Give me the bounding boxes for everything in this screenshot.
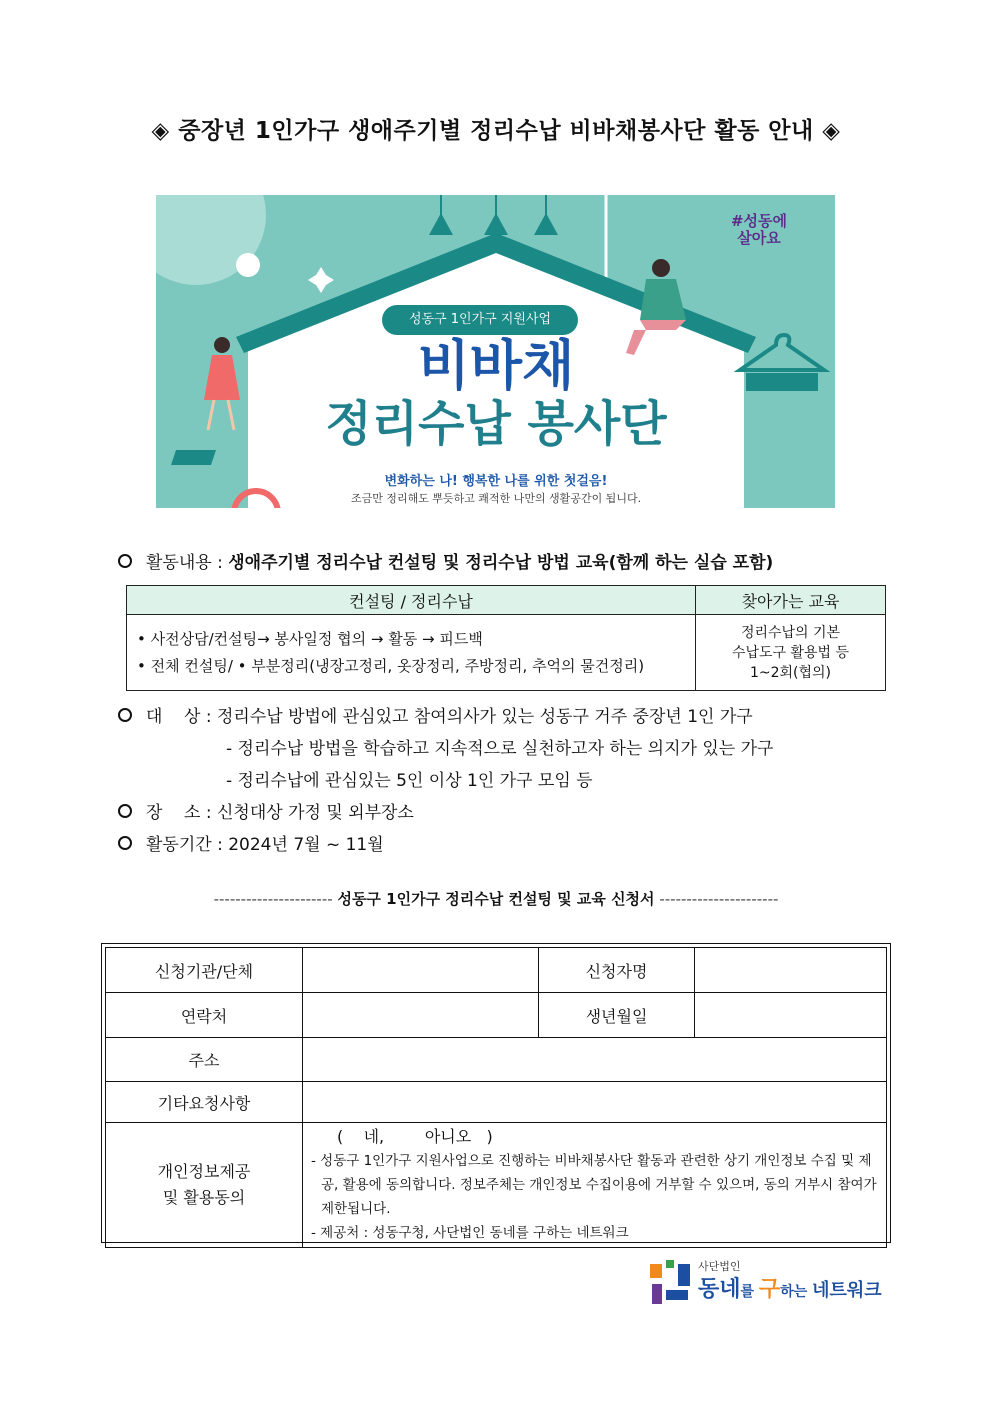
organization-logo [648,1258,893,1314]
banner [156,195,835,508]
requests-field[interactable] [303,1082,887,1123]
contact-field[interactable] [303,993,539,1038]
header-consulting: 컨설팅 / 정리수납 [127,586,696,615]
org-field[interactable] [303,948,539,993]
bullet-icon [118,804,132,818]
form-title: 성동구 1인가구 정리수납 컨설팅 및 교육 신청서 [337,890,655,908]
logo-word: 하는 [780,1284,813,1300]
logo-mark-icon [648,1258,692,1314]
logo-word: 를 [740,1284,759,1300]
application-form [101,943,891,1243]
consent-label [106,1123,303,1248]
bullet-icon [118,708,132,722]
applicant-label: 신청자명 [539,948,695,993]
contact-label: 연락처 [106,993,303,1038]
hashtag-line1: #성동에 [730,212,788,230]
target-label: 대 상 : [146,707,212,727]
logo-word: 동네 [698,1277,741,1302]
banner-subtitle-2: 조금만 정리해도 뿌듯하고 쾌적한 나만의 생활공간이 됩니다. [350,492,642,505]
target-subline-1: - 정리수납 방법을 학습하고 지속적으로 실천하고자 하는 의지가 있는 가구 [226,739,774,759]
address-label: 주소 [106,1038,303,1082]
banner-subtitle-1: 변화하는 나! 행복한 나를 위한 첫걸음! [384,474,608,489]
period-label: 활동기간 : [146,835,223,855]
org-label: 신청기관/단체 [106,948,303,993]
bullet-icon [118,554,132,568]
period-line [118,830,384,855]
activity-line [118,548,773,573]
bullet-icon [118,836,132,850]
activity-content: 생애주기별 정리수납 컨설팅 및 정리수납 방법 교육(함께 하는 실습 포함) [228,553,774,573]
place-line [118,798,414,823]
target-line [118,702,753,727]
requests-label: 기타요청사항 [106,1082,303,1123]
education-cell [696,615,886,691]
form-table [105,947,887,1248]
education-line: 1~2회(협의) [749,664,832,681]
page-title: ◈ 중장년 1인가구 생애주기별 정리수납 비바채봉사단 활동 안내 ◈ [151,118,841,144]
birth-label: 생년월일 [539,993,695,1038]
logo-word: 네트워크 [812,1280,882,1301]
banner-pill: 성동구 1인가구 지원사업 [382,305,578,335]
consent-label-1: 개인정보제공 [157,1162,251,1181]
activity-table [126,585,886,691]
consent-label-2: 및 활용동의 [162,1188,246,1207]
education-line: 수납도구 활용법 등 [731,644,850,661]
applicant-field[interactable] [695,948,887,993]
logo-small-text: 사단법인 [698,1260,741,1273]
consulting-cell [127,615,696,691]
consent-provider: - 제공처 : 성동구청, 사단법인 동네를 구하는 네트워크 [311,1225,629,1241]
period-value: 2024년 7월 ~ 11월 [228,835,384,855]
consent-cell [303,1123,887,1248]
place-label: 장 소 : [146,803,212,823]
birth-field[interactable] [695,993,887,1038]
logo-name [698,1272,882,1303]
logo-word: 구 [758,1277,781,1302]
consulting-item: • 사전상담/컨설팅→ 봉사일정 협의 → 활동 → 피드백 [137,629,483,648]
address-field[interactable] [303,1038,887,1082]
place-value: 신청대상 가정 및 외부장소 [217,803,414,823]
form-divider: ---------------------- 성동구 1인가구 정리수납 컨설팅 및 교육 신청서 ---------------------- [213,890,779,908]
target-value: 정리수납 방법에 관심있고 참여의사가 있는 성동구 거주 중장년 1인 가구 [217,707,753,727]
consent-yes-no[interactable]: ( 네, 아니오 ) [337,1127,493,1146]
education-line: 정리수납의 기본 [740,624,841,641]
hashtag-logo [704,213,814,247]
consulting-item: • 전체 컨설팅/ • 부분정리(냉장고정리, 옷장정리, 주방정리, 추억의 물건정리) [137,656,645,675]
header-education: 찾아가는 교육 [696,586,886,615]
target-subline-2: - 정리수납에 관심있는 5인 이상 1인 가구 모임 등 [226,771,593,791]
activity-label: 활동내용 : [146,553,223,573]
banner-headline-1: 비바채 [417,334,575,397]
hashtag-line2: 살아요 [737,229,781,247]
consent-text: - 성동구 1인가구 지원사업으로 진행하는 비바채봉사단 활동과 관련한 상기 개인정보 수집 및 제공, 활용에 동의합니다. 정보주체는 개인정보 수집이용에 거부할 수 있으며, 동의 거부시 참여가 제한됩니다. [311,1153,877,1217]
banner-headline-2: 정리수납 봉사단 [325,396,667,452]
